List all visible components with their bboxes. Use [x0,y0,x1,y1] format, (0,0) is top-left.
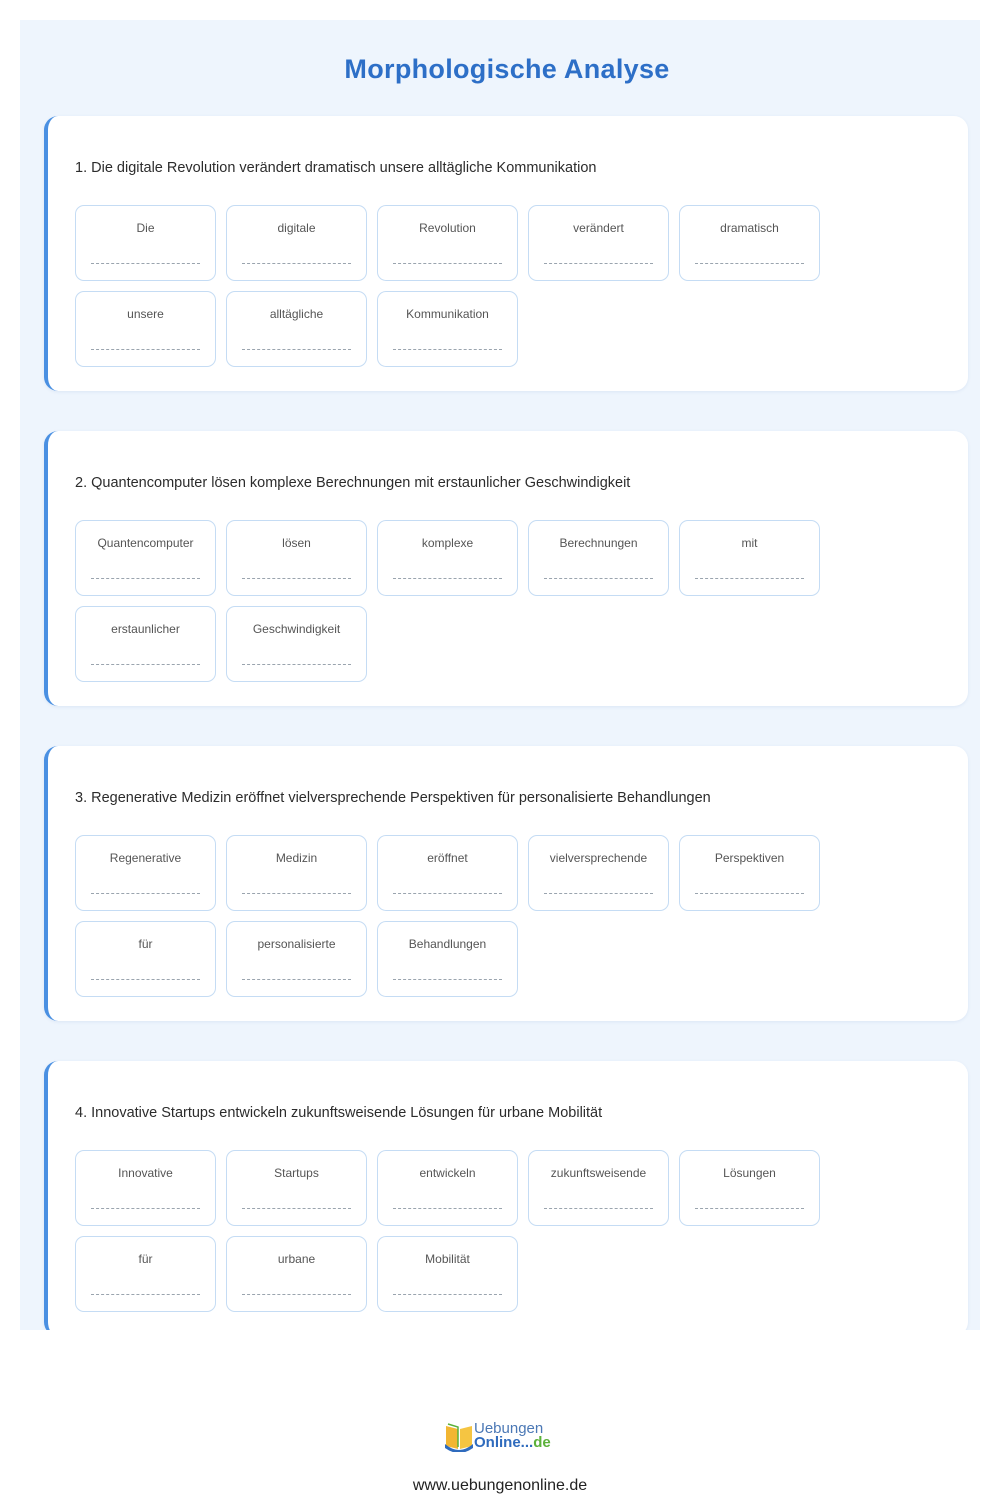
word-label: dramatisch [720,221,779,235]
word-label: Innovative [118,1166,173,1180]
answer-line[interactable] [393,578,502,579]
word-label: zukunftsweisende [550,1166,647,1180]
answer-line[interactable] [242,1294,351,1295]
word-box [377,520,518,596]
word-box [226,1150,367,1226]
answer-line[interactable] [695,578,804,579]
word-box [226,1236,367,1312]
logo-text-bottom: Online...de [474,1434,551,1451]
answer-line[interactable] [544,893,653,894]
word-label: Kommunikation [406,307,489,321]
word-box [226,835,367,911]
answer-line[interactable] [91,979,200,980]
answer-line[interactable] [393,979,502,980]
question-sentence: 2. Quantencomputer lösen komplexe Berechnungen mit erstaunlicher Geschwindigkeit [75,475,631,491]
answer-line[interactable] [393,349,502,350]
question-card [44,431,968,706]
question-sentence: 3. Regenerative Medizin eröffnet vielversprechende Perspektiven für personalisierte Behandlungen [75,790,711,806]
question-card [44,746,968,1021]
answer-line[interactable] [393,1294,502,1295]
word-label: Revolution [419,221,476,235]
word-label: für [138,1252,153,1266]
worksheet [20,20,980,1330]
word-label: unsere [127,307,164,321]
answer-line[interactable] [695,1208,804,1209]
word-box [679,835,820,911]
word-label: für [138,937,153,951]
word-label: vielversprechende [549,851,648,865]
answer-line[interactable] [393,1208,502,1209]
book-icon [444,1420,474,1452]
answer-line[interactable] [91,893,200,894]
answer-line[interactable] [91,263,200,264]
word-box [226,520,367,596]
word-grid [75,835,845,997]
page-title: Morphologische Analyse [344,54,670,84]
word-label: Quantencomputer [97,536,194,550]
logo-text-top: Uebungen [474,1420,544,1437]
answer-line[interactable] [242,893,351,894]
answer-line[interactable] [242,578,351,579]
word-box [226,205,367,281]
word-box [226,606,367,682]
word-label: Regenerative [109,851,182,865]
word-label: verändert [573,221,624,235]
word-grid [75,520,845,682]
word-grid [75,205,845,367]
word-box [75,520,216,596]
word-label: entwickeln [419,1166,476,1180]
word-box [75,205,216,281]
word-box [528,205,669,281]
answer-line[interactable] [544,578,653,579]
word-box [377,291,518,367]
word-box [75,1236,216,1312]
word-label: Mobilität [425,1252,470,1266]
answer-line[interactable] [242,664,351,665]
answer-line[interactable] [91,578,200,579]
question-sentence: 4. Innovative Startups entwickeln zukunftsweisende Lösungen für urbane Mobilität [75,1105,603,1121]
question-card [44,1061,968,1330]
brand-logo [444,1418,558,1452]
answer-line[interactable] [695,893,804,894]
word-label: Lösungen [723,1166,776,1180]
footer-url: www.uebungenonline.de [412,1477,588,1494]
word-box [528,1150,669,1226]
word-box [75,1150,216,1226]
answer-line[interactable] [91,664,200,665]
answer-line[interactable] [544,263,653,264]
word-label: lösen [282,536,311,550]
word-label: Medizin [275,851,318,865]
answer-line[interactable] [393,893,502,894]
question-card [44,116,968,391]
word-box [75,291,216,367]
answer-line[interactable] [242,349,351,350]
word-label: Geschwindigkeit [252,622,341,636]
word-label: Startups [274,1166,319,1180]
answer-line[interactable] [544,1208,653,1209]
answer-line[interactable] [695,263,804,264]
word-box [377,1236,518,1312]
word-label: erstaunlicher [111,622,180,636]
answer-line[interactable] [91,349,200,350]
word-box [75,835,216,911]
word-label: urbane [277,1252,316,1266]
answer-line[interactable] [242,263,351,264]
word-label: Perspektiven [714,851,785,865]
word-label: personalisierte [257,937,336,951]
word-box [226,291,367,367]
word-box [528,520,669,596]
word-box [377,921,518,997]
word-label: Berechnungen [559,536,638,550]
word-box [528,835,669,911]
word-box [226,921,367,997]
word-box [679,205,820,281]
word-label: mit [741,536,758,550]
question-sentence: 1. Die digitale Revolution verändert dramatisch unsere alltägliche Kommunikation [75,160,597,176]
answer-line[interactable] [242,1208,351,1209]
answer-line[interactable] [393,263,502,264]
word-box [377,835,518,911]
word-label: Behandlungen [408,937,487,951]
word-label: eröffnet [427,851,468,865]
word-label: alltägliche [269,307,324,321]
word-label: komplexe [421,536,474,550]
word-box [75,606,216,682]
word-box [75,921,216,997]
word-grid [75,1150,845,1312]
answer-line[interactable] [91,1208,200,1209]
word-box [377,1150,518,1226]
word-label: digitale [277,221,316,235]
word-box [679,1150,820,1226]
answer-line[interactable] [242,979,351,980]
word-box [377,205,518,281]
word-box [679,520,820,596]
answer-line[interactable] [91,1294,200,1295]
word-label: Die [136,221,155,235]
